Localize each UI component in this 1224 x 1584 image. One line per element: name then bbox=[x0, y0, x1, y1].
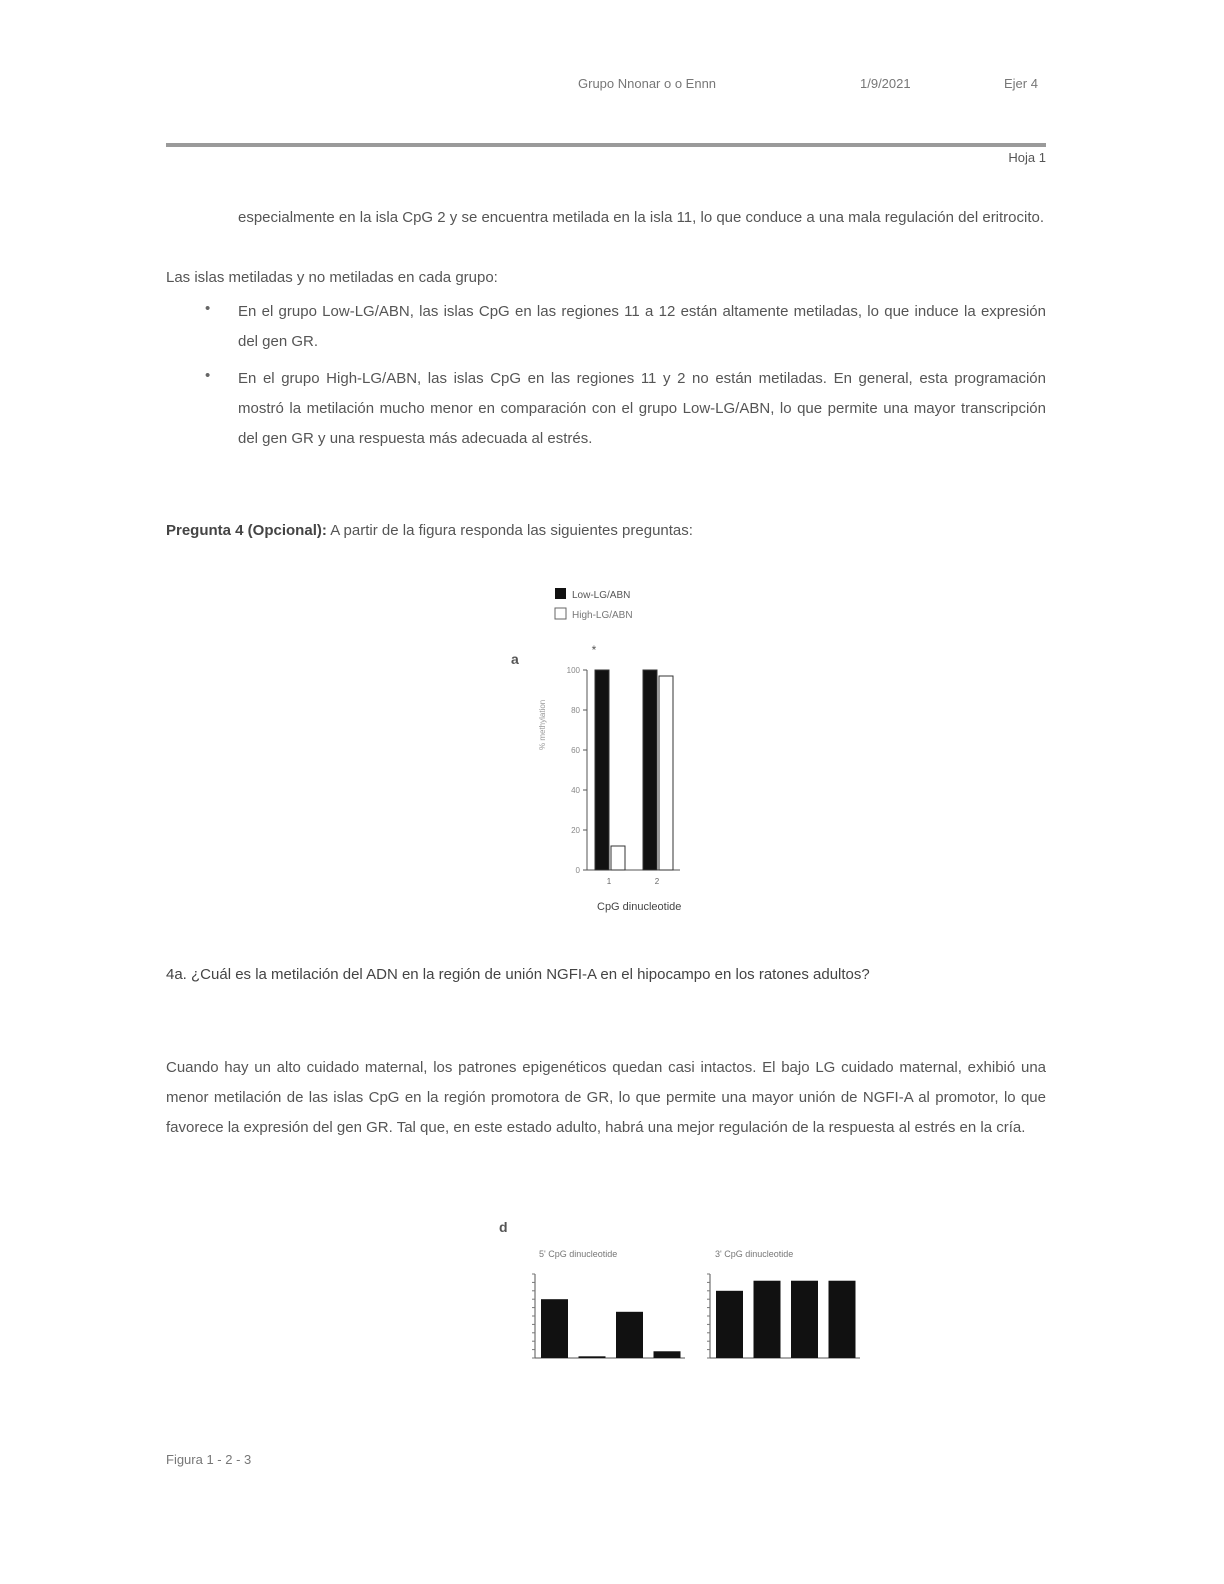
y-tick-label: 20 bbox=[571, 826, 580, 835]
cpg-bar-charts bbox=[495, 1210, 875, 1380]
x-tick-label: 2 bbox=[654, 877, 660, 886]
footer-caption: Figura 1 - 2 - 3 bbox=[166, 1452, 252, 1467]
x-tick-label: 1 bbox=[606, 877, 612, 886]
page-header bbox=[578, 72, 1048, 96]
y-axis-label: % methylation bbox=[538, 699, 547, 750]
bar-high-lg-abn-2 bbox=[659, 676, 673, 870]
page-tag: Hoja 1 bbox=[1008, 150, 1046, 165]
bar-three-prime-4 bbox=[829, 1281, 856, 1358]
panel-label: a bbox=[511, 651, 519, 667]
legend-swatch-high bbox=[555, 608, 566, 619]
bar-five-prime-4 bbox=[654, 1351, 681, 1358]
figure-methylation-chart bbox=[505, 580, 705, 920]
bar-low-lg-abn-1 bbox=[595, 670, 609, 870]
continuation-paragraph: especialmente en la isla CpG 2 y se encuentra metilada en la isla 11, lo que conduce a una mala regulación del eritrocito. bbox=[238, 209, 1045, 226]
panel-label-d: d bbox=[499, 1219, 508, 1235]
bar-five-prime-2 bbox=[579, 1356, 606, 1358]
y-tick-label: 0 bbox=[575, 866, 580, 875]
figure-cpg-charts bbox=[495, 1210, 875, 1380]
x-axis-label: CpG dinucleotide bbox=[597, 901, 682, 913]
methylation-bar-chart bbox=[505, 580, 705, 920]
legend-label-high: High-LG/ABN bbox=[572, 610, 633, 621]
bullet-item-1: En el grupo Low-LG/ABN, las islas CpG en las regiones 11 a 12 están altamente metiladas, lo que induce la expresión del gen GR. bbox=[238, 303, 1046, 350]
header-page: Ejer 4 bbox=[1004, 76, 1038, 91]
question-prompt bbox=[166, 516, 1046, 546]
bar-low-lg-abn-2 bbox=[643, 670, 657, 870]
y-tick-label: 40 bbox=[571, 786, 580, 795]
bar-three-prime-2 bbox=[754, 1281, 781, 1358]
significance-star: * bbox=[591, 643, 597, 657]
header-date: 1/9/2021 bbox=[860, 76, 911, 91]
bar-three-prime-3 bbox=[791, 1281, 818, 1358]
y-tick-label: 100 bbox=[566, 666, 580, 675]
bar-high-lg-abn-1 bbox=[611, 846, 625, 870]
right-chart-title: 3' CpG dinucleotide bbox=[715, 1249, 794, 1259]
header-rule bbox=[166, 143, 1046, 147]
question-text: A partir de la figura responda las siguientes preguntas: bbox=[330, 522, 693, 539]
legend-label-low: Low-LG/ABN bbox=[572, 590, 631, 601]
question-4a: 4a. ¿Cuál es la metilación del ADN en la región de unión NGFI-A en el hipocampo en los ratones adultos? bbox=[166, 966, 870, 983]
bar-three-prime-1 bbox=[716, 1291, 743, 1358]
header-author: Grupo Nnonar o o Ennn bbox=[578, 76, 717, 91]
legend-swatch-low bbox=[555, 588, 566, 599]
lead-sentence: Las islas metiladas y no metiladas en cada grupo: bbox=[166, 269, 498, 286]
question-label: Pregunta 4 (Opcional): bbox=[166, 522, 327, 539]
bullet-marker: • bbox=[205, 367, 211, 384]
left-chart-title: 5' CpG dinucleotide bbox=[539, 1249, 618, 1259]
bar-five-prime-3 bbox=[616, 1312, 643, 1358]
answer-paragraph: Cuando hay un alto cuidado maternal, los patrones epigenéticos quedan casi intactos. El bajo LG cuidado maternal, exhibió una menor metilación de las islas CpG en la región promotora de GR, lo que permite una mayor unión de NGFI-A al promotor, lo que favorece la expresión del gen GR. Tal que, en este estado adulto, habrá una mejor regulación de la respuesta al estrés en la cría. bbox=[166, 1059, 1046, 1136]
bullet-item-2: En el grupo High-LG/ABN, las islas CpG en las regiones 11 y 2 no están metiladas. En general, esta programación mostró la metilación mucho menor en comparación con el grupo Low-LG/ABN, lo que permite una mayor transcripción del gen GR y una respuesta más adecuada al estrés. bbox=[238, 370, 1046, 447]
bar-five-prime-1 bbox=[541, 1299, 568, 1358]
bullet-marker: • bbox=[205, 300, 211, 317]
y-tick-label: 80 bbox=[571, 706, 580, 715]
y-tick-label: 60 bbox=[571, 746, 580, 755]
